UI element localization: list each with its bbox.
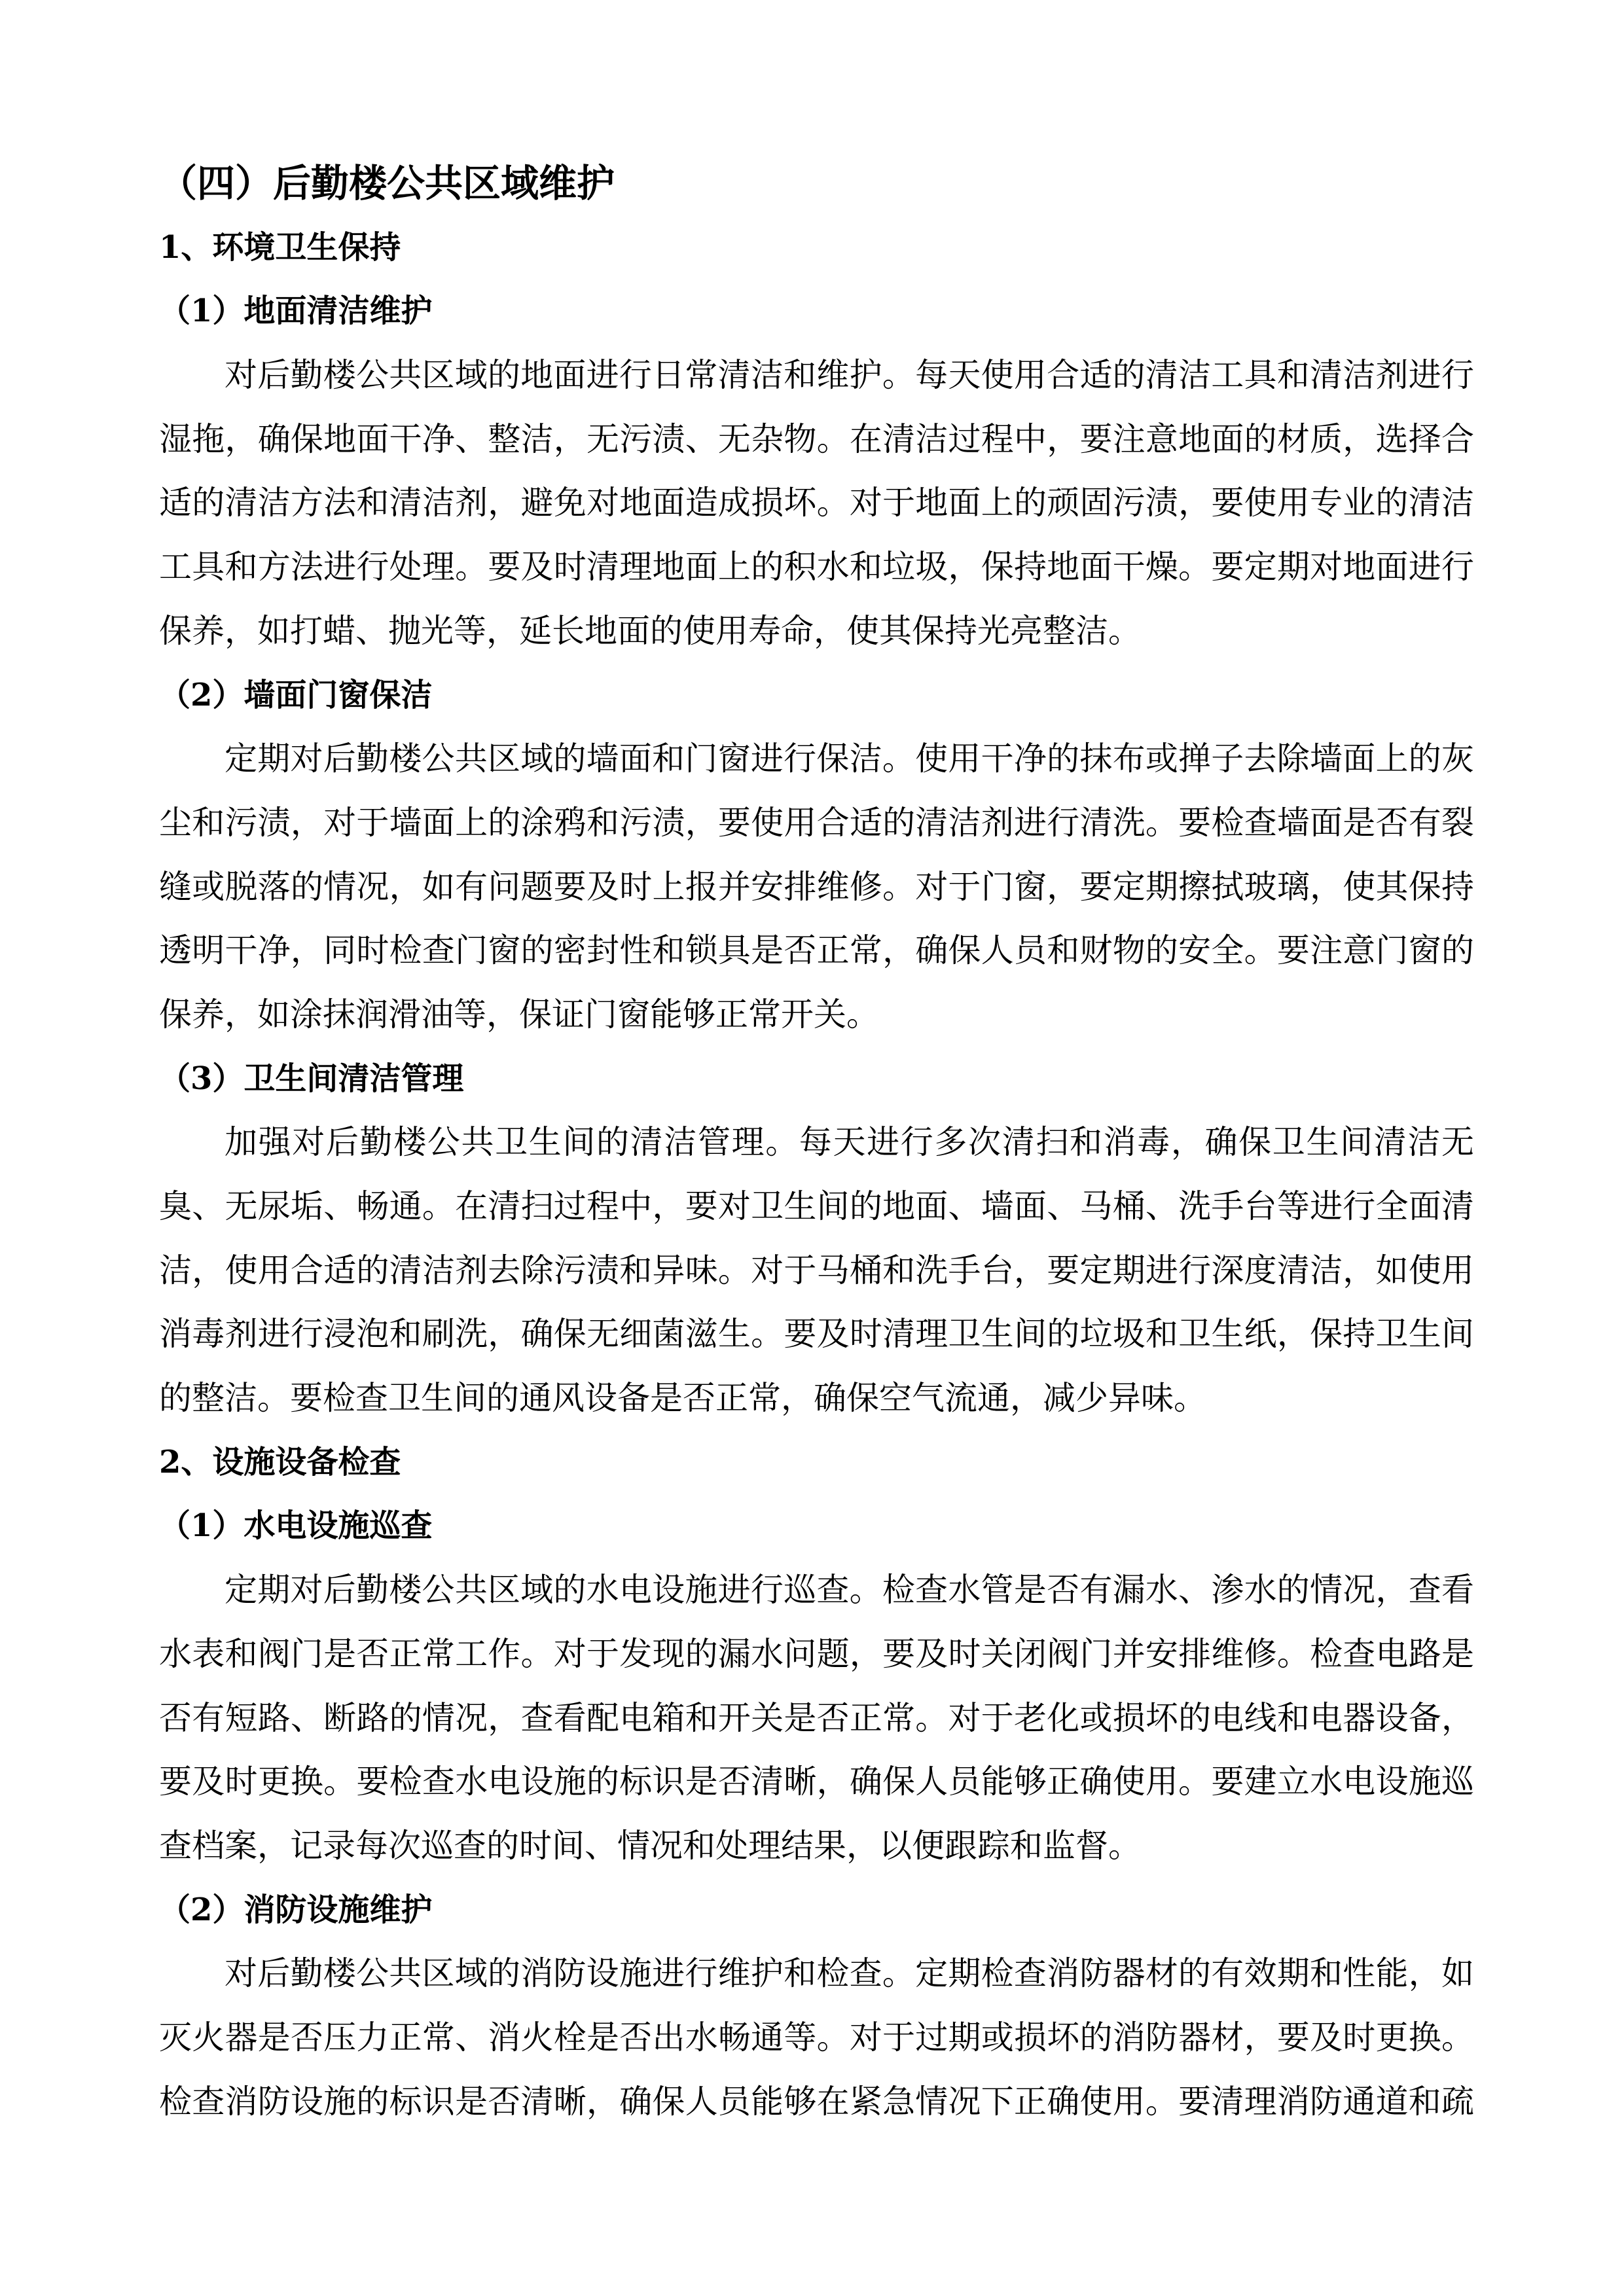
subsection-heading: （2）消防设施维护: [159, 1891, 433, 1928]
subsection-heading: （2）墙面门窗保洁: [159, 676, 433, 713]
paragraph-line: 查档案，记录每次巡查的时间、情况和处理结果，以便跟踪和监督。: [159, 1826, 1141, 1865]
paragraph-line: 对后勤楼公共区域的消防设施进行维护和检查。定期检查消防器材的有效期和性能，如: [225, 1954, 1474, 1993]
paragraph-line: 检查消防设施的标识是否清晰，确保人员能够在紧急情况下正确使用。要清理消防通道和疏: [159, 2082, 1474, 2121]
paragraph-line: 保养，如打蜡、抛光等，延长地面的使用寿命，使其保持光亮整洁。: [159, 611, 1141, 650]
paragraph-line: 要及时更换。要检查水电设施的标识是否清晰，确保人员能够正确使用。要建立水电设施巡: [159, 1763, 1474, 1801]
paragraph-line: 水表和阀门是否正常工作。对于发现的漏水问题，要及时关闭阀门并安排维修。检查电路是: [159, 1634, 1474, 1673]
paragraph-line: 定期对后勤楼公共区域的水电设施进行巡查。检查水管是否有漏水、渗水的情况，查看: [225, 1571, 1474, 1609]
paragraph-line: 消毒剂进行浸泡和刷洗，确保无细菌滋生。要及时清理卫生间的垃圾和卫生纸，保持卫生间: [159, 1315, 1474, 1354]
paragraph-line: 工具和方法进行处理。要及时清理地面上的积水和垃圾，保持地面干燥。要定期对地面进行: [159, 548, 1474, 586]
paragraph-line: 适的清洁方法和清洁剂，避免对地面造成损坏。对于地面上的顽固污渍，要使用专业的清洁: [159, 484, 1474, 522]
paragraph-line: 否有短路、断路的情况，查看配电箱和开关是否正常。对于老化或损坏的电线和电器设备，: [159, 1698, 1474, 1737]
paragraph-line: 透明干净，同时检查门窗的密封性和锁具是否正常，确保人员和财物的安全。要注意门窗的: [159, 931, 1474, 970]
document-page: [159, 152, 1474, 2134]
section-heading: 1、环境卫生保持: [159, 228, 401, 266]
subsection-heading: （1）水电设施巡查: [159, 1507, 433, 1545]
paragraph-line: 洁，使用合适的清洁剂去除污渍和异味。对于马桶和洗手台，要定期进行深度清洁，如使用: [159, 1251, 1474, 1289]
paragraph-line: 尘和污渍，对于墙面上的涂鸦和污渍，要使用合适的清洁剂进行清洗。要检查墙面是否有裂: [159, 803, 1474, 842]
document-title: （四）后勤楼公共区域维护: [159, 161, 615, 206]
paragraph-line: 的整洁。要检查卫生间的通风设备是否正常，确保空气流通，减少异味。: [159, 1379, 1206, 1418]
paragraph-line: 臭、无尿垢、畅通。在清扫过程中，要对卫生间的地面、墙面、马桶、洗手台等进行全面清: [159, 1187, 1474, 1225]
paragraph-line: 缝或脱落的情况，如有问题要及时上报并安排维修。对于门窗，要定期擦拭玻璃，使其保持: [159, 867, 1474, 906]
paragraph-line: 灭火器是否压力正常、消火栓是否出水畅通等。对于过期或损坏的消防器材，要及时更换。: [159, 2018, 1474, 2056]
section-heading: 2、设施设备检查: [159, 1443, 401, 1480]
paragraph-line: 加强对后勤楼公共卫生间的清洁管理。每天进行多次清扫和消毒，确保卫生间清洁无: [225, 1123, 1474, 1162]
paragraph-line: 保养，如涂抹润滑油等，保证门窗能够正常开关。: [159, 995, 879, 1033]
paragraph-line: 湿拖，确保地面干净、整洁，无污渍、无杂物。在清洁过程中，要注意地面的材质，选择合: [159, 420, 1474, 458]
subsection-heading: （3）卫生间清洁管理: [159, 1060, 464, 1097]
subsection-heading: （1）地面清洁维护: [159, 293, 433, 330]
paragraph-line: 对后勤楼公共区域的地面进行日常清洁和维护。每天使用合适的清洁工具和清洁剂进行: [225, 356, 1474, 395]
paragraph-line: 定期对后勤楼公共区域的墙面和门窗进行保洁。使用干净的抹布或掸子去除墙面上的灰: [225, 740, 1474, 778]
